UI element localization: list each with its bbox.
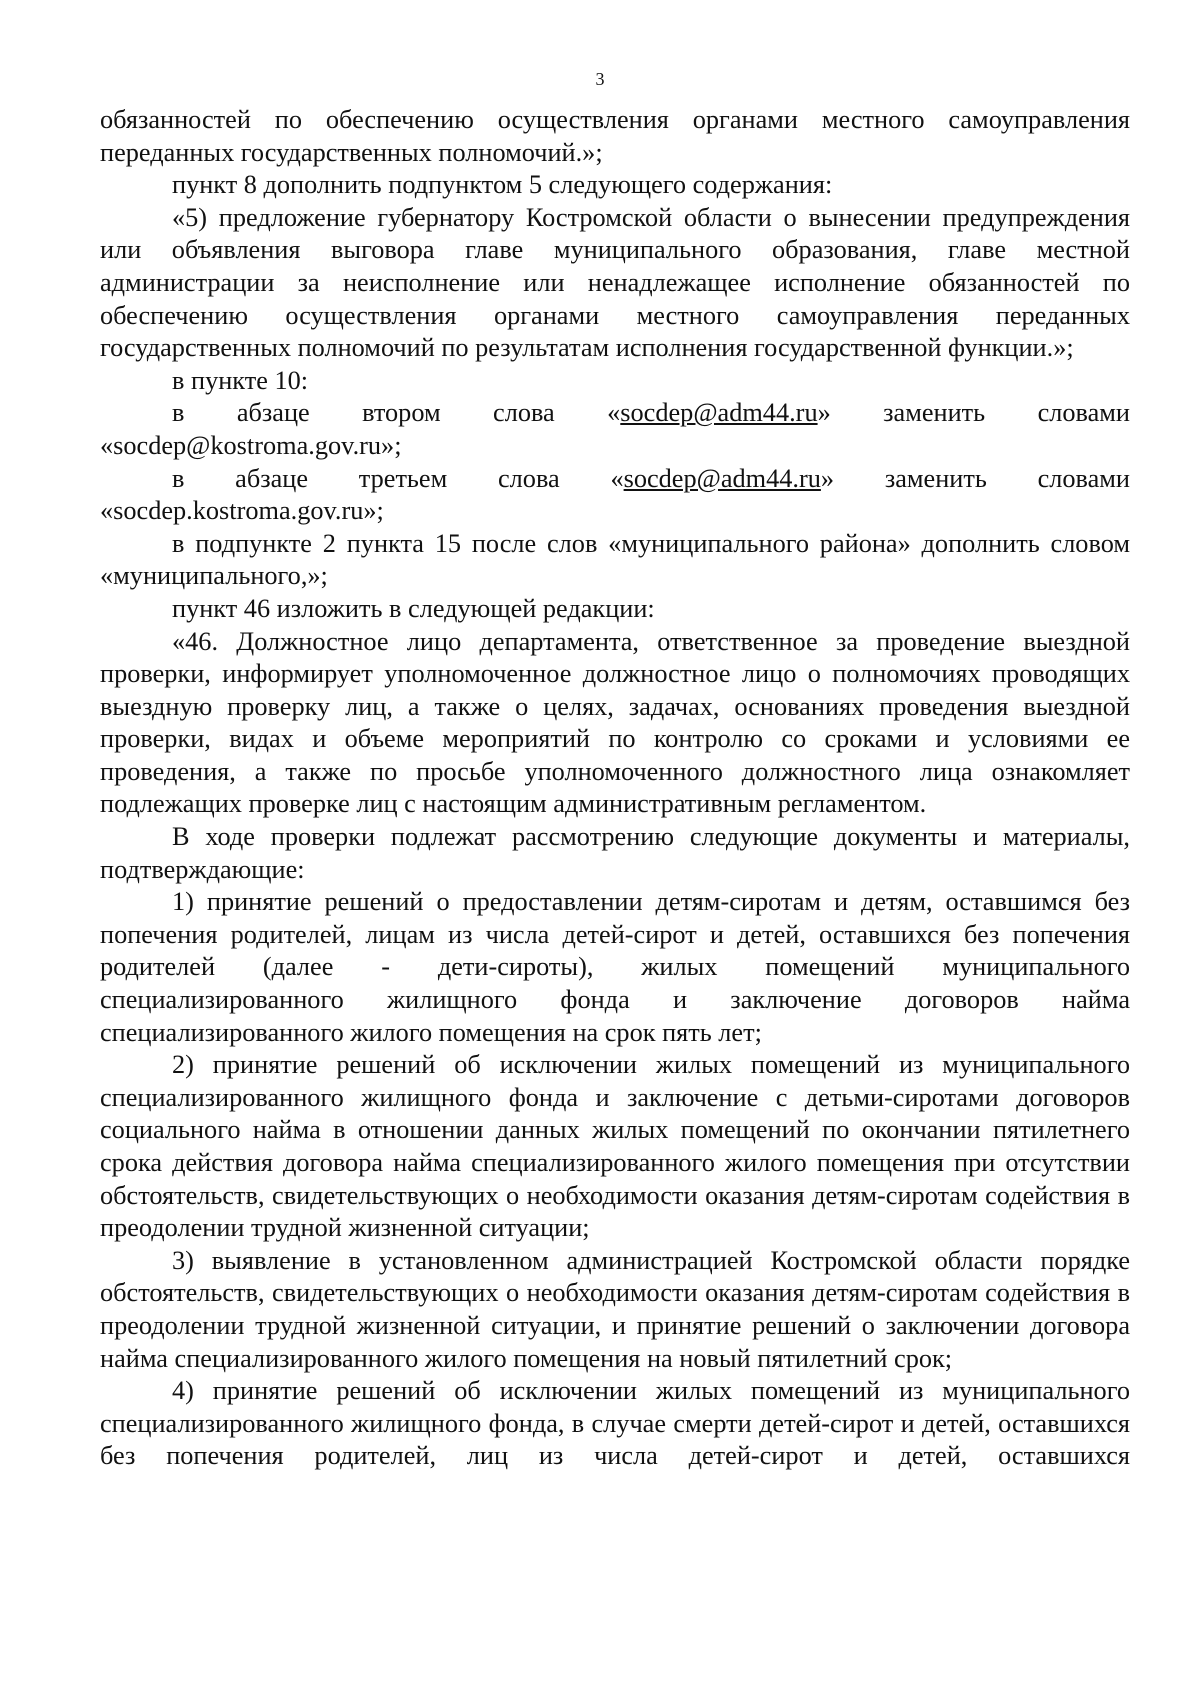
list-item: 4) принятие решений об исключении жилых помещений из муниципального специализированного жилищного фонда, в случае смерти детей-сирот и детей, оставшихся без попечения родителей, лиц из числа детей-сирот и детей, оставшихся [100, 1376, 1130, 1471]
paragraph: «46. Должностное лицо департамента, ответственное за проведение выездной проверки, информирует уполномоченное должностное лицо о полномочиях проводящих выездную проверку лиц, а также о целях, задачах, основаниях проведения выездной проверки, видах и объеме мероприятий по контролю со сроками и условиями ее проведения, а также по просьбе уполномоченного должностного лица ознакомляет подлежащих проверке лиц с настоящим административным регламентом. [100, 626, 1130, 819]
email-link[interactable]: socdep@adm44.ru [620, 398, 818, 428]
paragraph-email-replace-third [100, 463, 1130, 528]
text-segment: » заменить словами «socdep@kostroma.gov.ru»; [100, 398, 1130, 460]
list-item: 1) принятие решений о предоставлении детям-сиротам и детям, оставшимся без попечения родителей, лицам из числа детей-сирот и детей, оставшихся без попечения родителей (далее - дети-сироты), жилых помещений муниципального специализированного жилищного фонда и заключение договоров найма специализированного жилого помещения на срок пять лет; [100, 887, 1130, 1047]
document-body [100, 104, 1130, 1473]
text-segment: » заменить словами «socdep.kostroma.gov.ru»; [100, 463, 1130, 526]
paragraph: «5) предложение губернатору Костромской области о вынесении предупреждения или объявления выговора главе муниципального образования, главе местной администрации за неисполнение или ненадлежащее исполнение обязанностей по обеспечению осуществления органами местного самоуправления переданных государственных полномочий по результатам исполнения государственной функции.»; [100, 202, 1130, 363]
paragraph: в пункте 10: [172, 365, 309, 395]
paragraph-email-replace-second [100, 397, 1130, 462]
page-number: 3 [595, 69, 605, 89]
text-segment: в абзаце третьем слова « [172, 463, 624, 493]
paragraph: в подпункте 2 пункта 15 после слов «муниципального района» дополнить словом «муниципального,»; [100, 528, 1130, 591]
list-item: 2) принятие решений об исключении жилых помещений из муниципального специализированного жилищного фонда и заключение с детьми-сиротами договоров социального найма в отношении данных жилых помещений по окончании пятилетнего срока действия договора найма специализированного жилого помещения при отсутствии обстоятельств, свидетельствующих о необходимости оказания детям-сиротам содействия в преодолении трудной жизненной ситуации; [100, 1050, 1130, 1243]
email-link[interactable]: socdep@adm44.ru [623, 463, 821, 493]
list-item: 3) выявление в установленном администрацией Костромской области порядке обстоятельств, свидетельствующих о необходимости оказания детям-сиротам содействия в преодолении трудной жизненной ситуации, и принятие решений о заключении договора найма специализированного жилого помещения на новый пятилетний срок; [100, 1245, 1130, 1373]
paragraph: пункт 8 дополнить подпунктом 5 следующего содержания: [172, 170, 833, 200]
paragraph: В ходе проверки подлежат рассмотрению следующие документы и материалы, подтверждающие: [100, 822, 1130, 884]
paragraph: пункт 46 изложить в следующей редакции: [172, 593, 655, 623]
text-segment: в абзаце втором слова « [172, 398, 621, 428]
paragraph: обязанностей по обеспечению осуществления органами местного самоуправления переданных государственных полномочий.»; [100, 105, 1130, 167]
